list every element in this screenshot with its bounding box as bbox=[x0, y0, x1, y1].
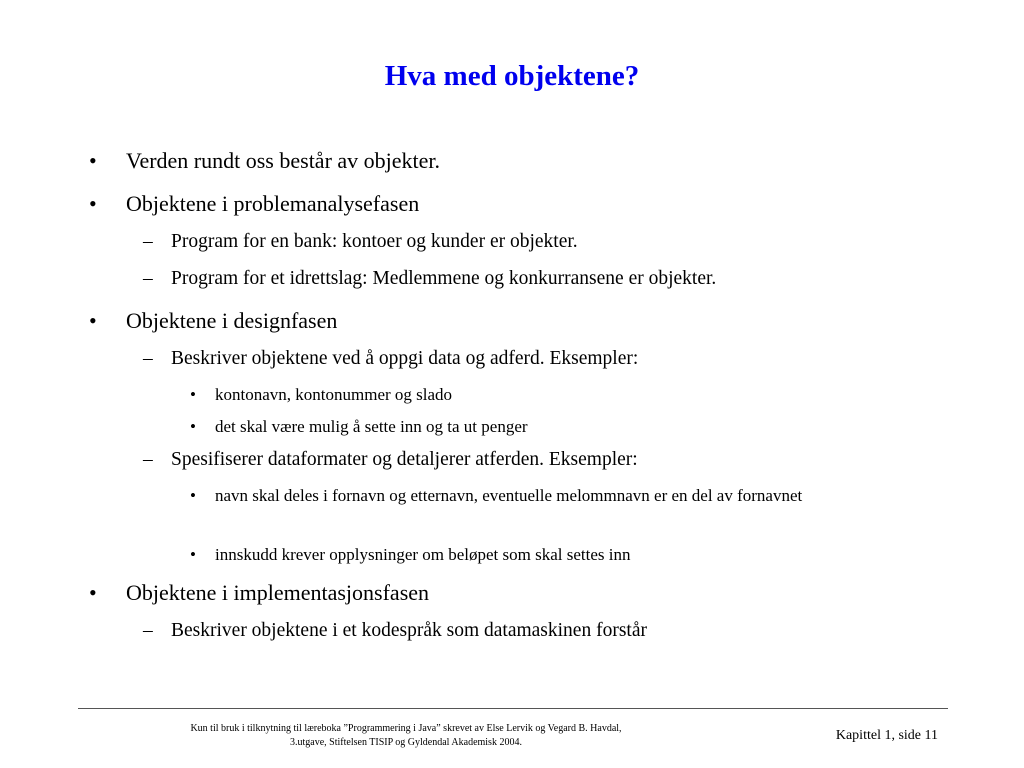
page-number: Kapittel 1, side 11 bbox=[835, 728, 938, 743]
bullet-text: Objektene i problemanalysefasen bbox=[126, 191, 420, 216]
bullet-marker: • bbox=[190, 486, 196, 505]
bullet-item-level-3 bbox=[0, 414, 1024, 446]
slide-title: Hva med objektene? bbox=[384, 60, 640, 92]
bullet-text: innskudd krever opplysninger om beløpet som skal settes inn bbox=[215, 545, 631, 564]
bullet-text: Beskriver objektene ved å oppgi data og adferd. Eksempler: bbox=[171, 348, 639, 369]
bullet-item-level-2 bbox=[0, 446, 1024, 483]
bullet-text: kontonavn, kontonummer og slado bbox=[215, 385, 453, 404]
dash-marker: – bbox=[143, 348, 153, 369]
bullet-item-level-1 bbox=[0, 146, 1024, 185]
bullet-text: det skal være mulig å sette inn og ta ut penger bbox=[215, 417, 528, 436]
footer-divider bbox=[78, 708, 948, 709]
bullet-text: Program for et idrettslag: Medlemmene og konkurransene er objekter. bbox=[171, 268, 717, 289]
bullet-text: Beskriver objektene i et kodespråk som datamaskinen forstår bbox=[171, 620, 647, 641]
bullet-item-level-1 bbox=[0, 189, 1024, 228]
bullet-marker: • bbox=[89, 191, 97, 216]
bullet-list bbox=[0, 146, 1024, 654]
bullet-item-level-2 bbox=[0, 228, 1024, 265]
bullet-text: navn skal deles i fornavn og etternavn, eventuelle melommnavn er en del av fornavnet bbox=[215, 486, 803, 505]
bullet-item-level-3 bbox=[0, 542, 1024, 574]
bullet-item-level-2 bbox=[0, 345, 1024, 382]
bullet-text: Objektene i designfasen bbox=[126, 308, 338, 333]
bullet-item-level-2 bbox=[0, 617, 1024, 654]
bullet-text: Verden rundt oss består av objekter. bbox=[126, 148, 441, 173]
dash-marker: – bbox=[143, 268, 153, 289]
bullet-item-level-1 bbox=[0, 306, 1024, 345]
dash-marker: – bbox=[143, 449, 153, 470]
bullet-marker: • bbox=[190, 545, 196, 564]
footer-note-line-2: 3.utgave, Stiftelsen TISIP og Gyldendal Akademisk 2004. bbox=[290, 737, 522, 748]
bullet-item-level-3 bbox=[0, 382, 1024, 414]
bullet-marker: • bbox=[190, 385, 196, 404]
bullet-text: Program for en bank: kontoer og kunder er objekter. bbox=[171, 231, 578, 252]
bullet-marker: • bbox=[89, 308, 97, 333]
dash-marker: – bbox=[143, 231, 153, 252]
bullet-item-level-2 bbox=[0, 265, 1024, 302]
bullet-marker: • bbox=[89, 148, 97, 173]
footer-note-line-1: Kun til bruk i tilknytning til læreboka ”Programmering i Java” skrevet av Else Lervik og Vegard B. Havdal, bbox=[190, 723, 622, 734]
bullet-marker: • bbox=[190, 417, 196, 436]
dash-marker: – bbox=[143, 620, 153, 641]
bullet-item-level-1 bbox=[0, 578, 1024, 617]
bullet-text: Spesifiserer dataformater og detaljerer atferden. Eksempler: bbox=[171, 449, 638, 470]
bullet-item-level-3 bbox=[0, 483, 1024, 542]
bullet-marker: • bbox=[89, 580, 97, 605]
bullet-text: Objektene i implementasjonsfasen bbox=[126, 580, 430, 605]
footer-note bbox=[150, 722, 662, 750]
